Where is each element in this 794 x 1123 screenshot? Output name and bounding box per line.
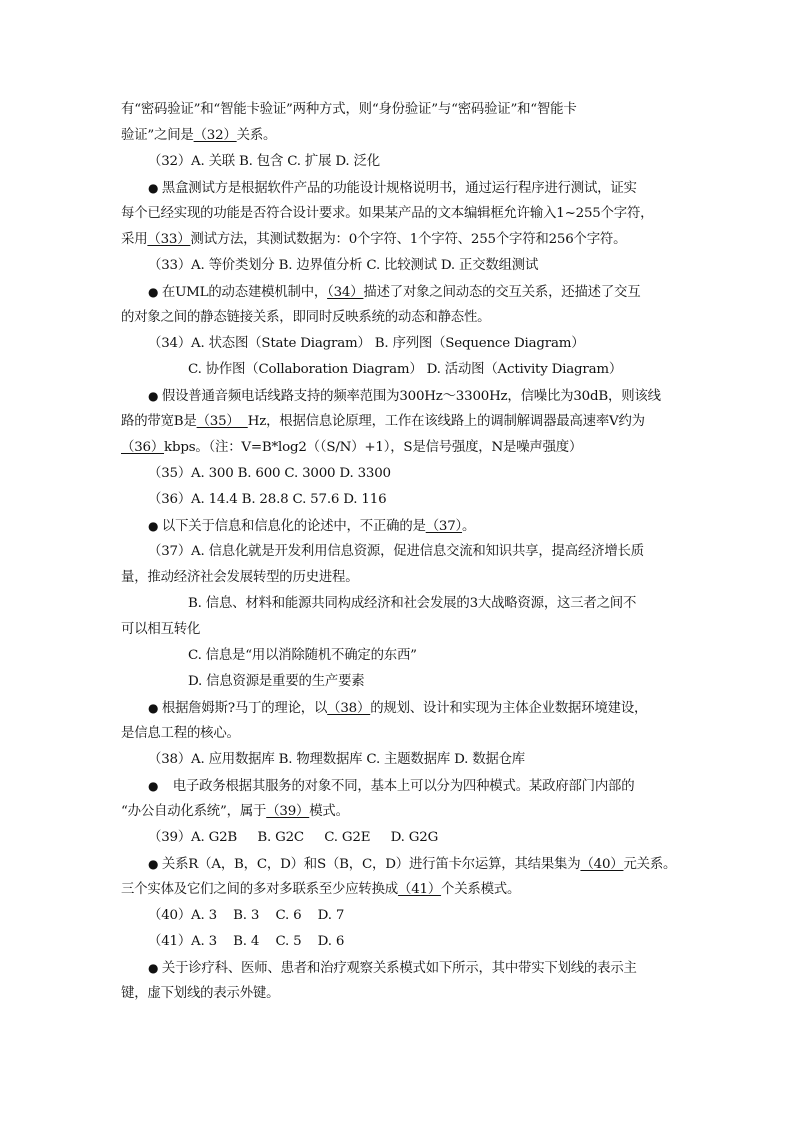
text-segment: （38）A. 应用数据库 B. 物理数据库 C. 主题数据库 D. 数据仓库 [148, 752, 525, 767]
text-line [148, 491, 386, 509]
text-segment: 以下关于信息和信息化的论述中，不正确的是 [161, 519, 426, 534]
text-segment: C. 协作图（Collaboration Diagram） D. 活动图（Activity Diagram） [188, 362, 623, 377]
text-segment: 根据詹姆斯?马丁的理论，以 [161, 701, 328, 716]
text-line [121, 309, 490, 327]
text-line [121, 127, 276, 145]
text-segment: （32）A. 关联 B. 包含 C. 扩展 D. 泛化 [148, 154, 380, 169]
text-segment: 假设普通音频电话线路支持的频率范围为300Hz～3300Hz，信噪比为30dB，则该线 [161, 389, 661, 404]
text-segment: “办公自动化系统”，属于 [121, 804, 267, 819]
answer-blank: （41） [398, 882, 442, 897]
answer-blank: （36） [121, 440, 165, 455]
text-segment: （34）A. 状态图（State Diagram） B. 序列图（Sequence Diagram） [148, 336, 585, 351]
text-segment: （39）A. G2B B. G2C C. G2E D. G2G [148, 830, 439, 845]
text-line [148, 257, 538, 275]
text-line [121, 101, 577, 119]
text-line [121, 621, 200, 639]
text-segment: 模式。 [309, 804, 349, 819]
text-line [148, 751, 525, 769]
answer-blank: （35） [196, 414, 248, 429]
text-segment: 采用 [121, 232, 148, 247]
bullet-icon: ● [148, 779, 173, 793]
text-line [188, 647, 417, 665]
text-segment: B. 信息、材料和能源共同构成经济和社会发展的3大战略资源，这三者之间不 [188, 596, 637, 611]
text-line [148, 829, 438, 847]
text-line [148, 153, 380, 171]
text-line [148, 933, 344, 951]
bullet-icon: ● [148, 389, 162, 403]
text-line [121, 439, 582, 457]
text-line [148, 855, 676, 874]
text-segment: （36）A. 14.4 B. 28.8 C. 57.6 D. 116 [148, 492, 387, 507]
text-segment: （40）A. 3 B. 3 C. 6 D. 7 [148, 908, 345, 923]
text-segment: （35）A. 300 B. 600 C. 3000 D. 3300 [148, 466, 391, 481]
text-segment: 验证”之间是 [121, 128, 194, 143]
text-line [148, 699, 647, 718]
text-line [148, 335, 584, 353]
answer-blank: （39） [266, 804, 310, 819]
bullet-icon: ● [148, 285, 162, 299]
text-segment: 的规划、设计和实现为主体企业数据环境建设， [370, 701, 648, 716]
text-segment: 黑盒测试方是根据软件产品的功能设计规格说明书，通过运行程序进行测试，证实 [161, 181, 637, 196]
text-line [121, 205, 653, 223]
text-segment: 。 [462, 519, 476, 534]
text-line [148, 543, 644, 561]
answer-blank: （37） [425, 519, 463, 534]
text-line [188, 673, 364, 691]
text-segment: 元关系。 [623, 857, 677, 872]
bullet-icon: ● [148, 701, 162, 715]
text-line [148, 517, 475, 536]
text-line [121, 803, 349, 821]
text-segment: 可以相互转化 [121, 622, 201, 637]
bullet-icon: ● [148, 519, 162, 533]
text-segment: （33）A. 等价类划分 B. 边界值分析 C. 比较测试 D. 正交数组测试 [148, 258, 539, 273]
text-segment: （37）A. 信息化就是开发利用信息资源，促进信息交流和知识共享，提高经济增长质 [148, 544, 644, 559]
text-segment: 每个已经实现的功能是否符合设计要求。如果某产品的文本编辑框允许输入1~255个字符， [121, 206, 654, 221]
text-segment: 量，推动经济社会发展转型的历史进程。 [121, 570, 359, 585]
text-segment: （41）A. 3 B. 4 C. 5 D. 6 [148, 934, 345, 949]
text-segment: 有“密码验证”和“智能卡验证”两种方式，则“身份验证”与“密码验证”和“智能卡 [121, 102, 577, 117]
text-segment: 个关系模式。 [441, 882, 521, 897]
text-segment: 关系。 [236, 128, 277, 143]
text-segment: 描述了对象之间动态的交互关系，还描述了交互 [363, 285, 641, 300]
text-line [121, 725, 240, 743]
text-line [148, 907, 344, 925]
text-line [121, 569, 358, 587]
text-segment: 三个实体及它们之间的多对多联系至少应转换成 [121, 882, 399, 897]
text-line [148, 387, 661, 406]
text-segment: 电子政务根据其服务的对象不同，基本上可以分为四种模式。某政府部门内部的 [172, 779, 635, 794]
text-segment: 的对象之间的静态链接关系，即同时反映系统的动态和静态性。 [121, 310, 491, 325]
text-segment: Hz，根据信息论原理，工作在该线路上的调制解调器最高速率V约为 [247, 414, 645, 429]
answer-blank: （38） [327, 701, 371, 716]
text-segment: 键，虚下划线的表示外键。 [121, 986, 280, 1001]
answer-blank: （40） [580, 857, 624, 872]
text-line [148, 777, 634, 796]
text-line [148, 283, 640, 302]
text-segment: 关系R（A，B，C，D）和S（B，C，D）进行笛卡尔运算，其结果集为 [161, 857, 581, 872]
text-line [188, 361, 622, 379]
answer-blank: （32） [193, 128, 237, 143]
text-segment: 关于诊疗科、医师、患者和治疗观察关系模式如下所示，其中带实下划线的表示主 [161, 961, 637, 976]
text-segment: 路的带宽B是 [121, 414, 197, 429]
text-line [148, 959, 637, 978]
bullet-icon: ● [148, 181, 162, 195]
text-line [121, 881, 520, 899]
text-line [121, 413, 645, 431]
text-segment: kbps。（注：V=B*log2（（S/N）+1），S是信号强度，N是噪声强度） [164, 440, 583, 455]
text-segment: C. 信息是“用以消除随机不确定的东西” [188, 648, 417, 663]
answer-blank: （34） [327, 285, 364, 300]
text-line [121, 231, 626, 249]
text-line [148, 465, 391, 483]
text-segment: 测试方法，其测试数据为：0个字符、1个字符、255个字符和256个字符。 [190, 232, 627, 247]
text-line [148, 179, 637, 198]
text-segment: D. 信息资源是重要的生产要素 [188, 674, 365, 689]
answer-blank: （33） [147, 232, 191, 247]
text-segment: 是信息工程的核心。 [121, 726, 240, 741]
text-line [121, 985, 279, 1003]
bullet-icon: ● [148, 961, 162, 975]
text-line [188, 595, 636, 613]
bullet-icon: ● [148, 857, 162, 871]
text-segment: 在UML的动态建模机制中， [161, 285, 328, 300]
